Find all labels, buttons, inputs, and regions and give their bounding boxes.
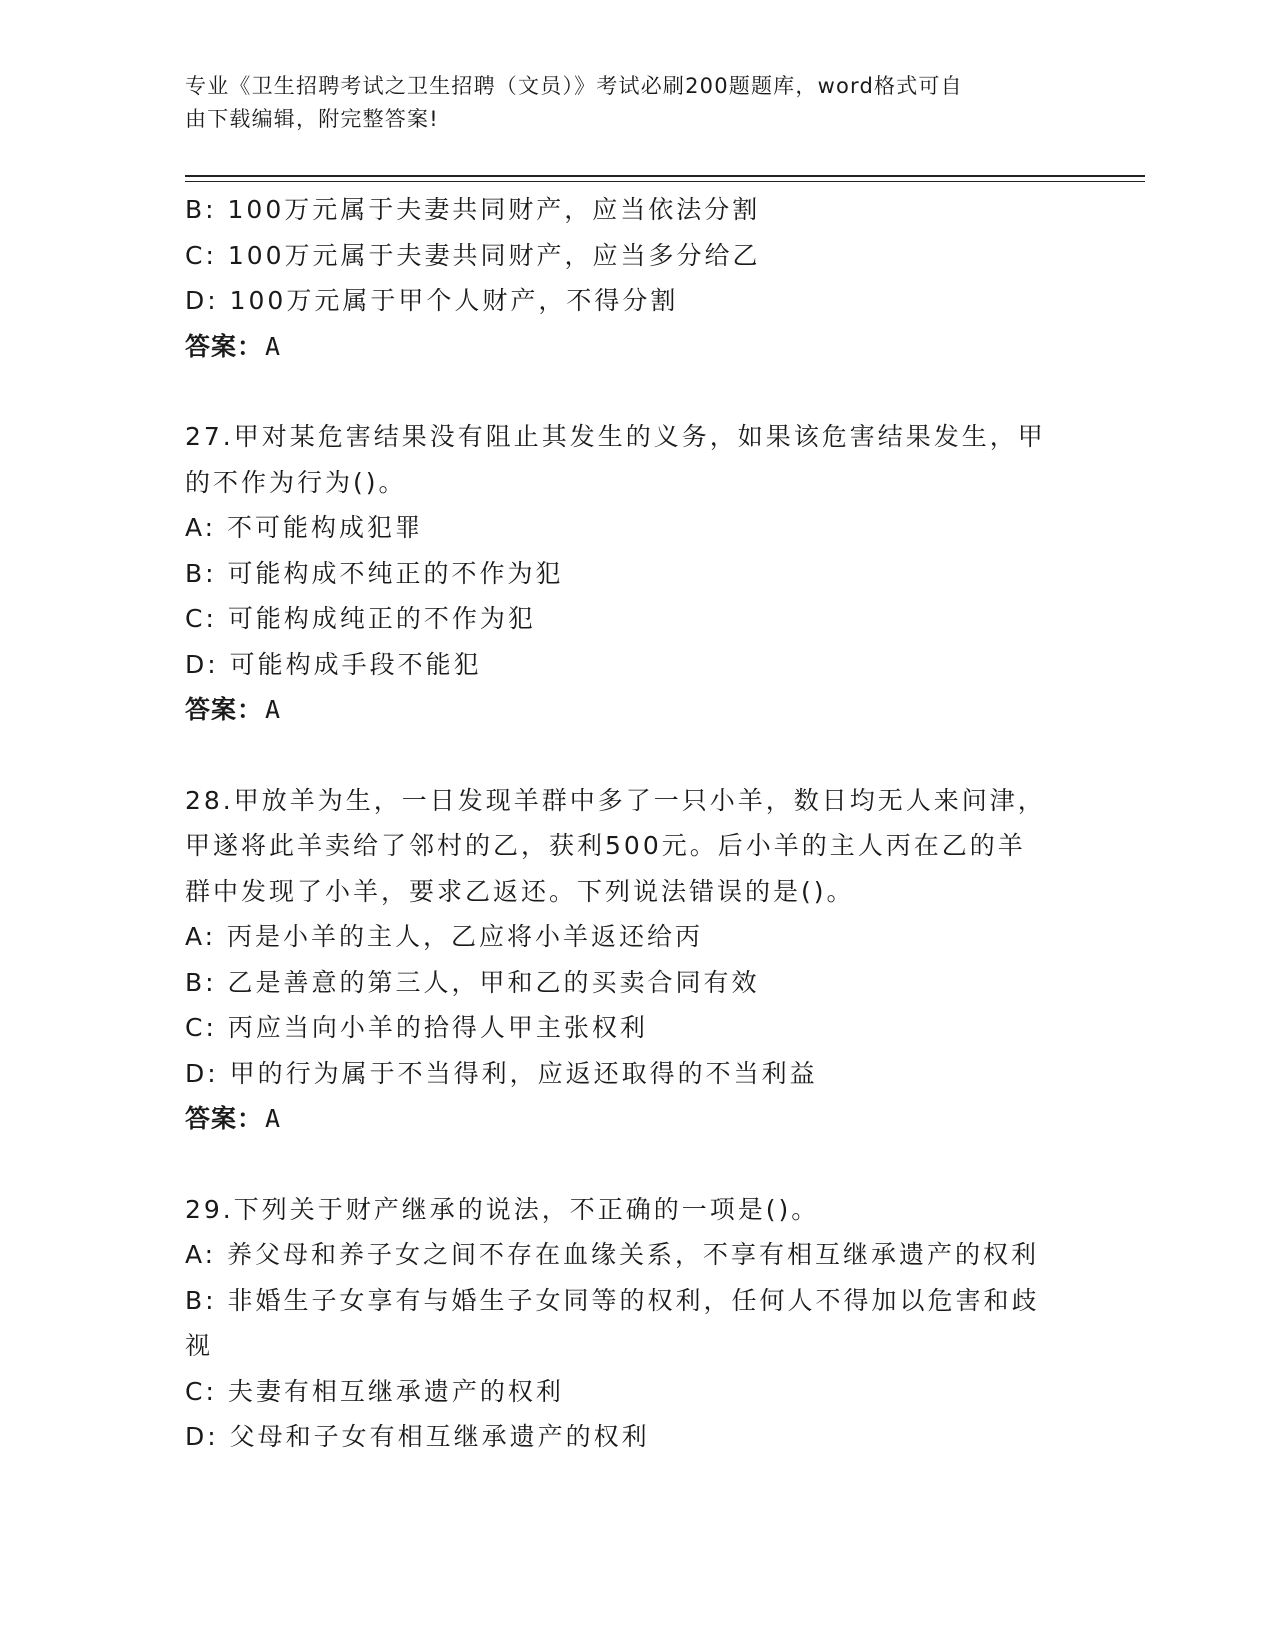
header-rule-thick xyxy=(185,175,1145,177)
document-header xyxy=(185,70,1065,136)
answer-value: A xyxy=(265,1104,282,1133)
question-list xyxy=(185,187,1085,1460)
header-rule-thin xyxy=(185,181,1145,182)
question-text-line: 群中发现了小羊，要求乙返还。下列说法错误的是()。 xyxy=(185,876,855,906)
question-block-26 xyxy=(185,187,1085,369)
option-a: A: 丙是小羊的主人，乙应将小羊返还给丙 xyxy=(185,922,704,951)
option-c: C: 夫妻有相互继承遗产的权利 xyxy=(185,1376,564,1406)
option-c: C: 丙应当向小羊的拾得人甲主张权利 xyxy=(185,1013,648,1042)
question-text-line: 甲遂将此羊卖给了邻村的乙，获利500元。后小羊的主人丙在乙的羊 xyxy=(185,831,1026,860)
header-title-line-1: 专业《卫生招聘考试之卫生招聘（文员）》考试必刷200题题库，word格式可自 xyxy=(185,74,963,98)
question-text-line: 28.甲放羊为生，一日发现羊群中多了一只小羊，数日均无人来问津， xyxy=(185,785,1046,815)
option-d: D: 甲的行为属于不当得利，应返还取得的不当利益 xyxy=(185,1058,818,1088)
answer-label: 答案： xyxy=(185,331,264,361)
answer-line xyxy=(185,1096,1085,1142)
answer-value: A xyxy=(265,695,282,724)
option-c: C: 100万元属于夫妻共同财产，应当多分给乙 xyxy=(185,240,761,270)
answer-line xyxy=(185,687,1085,733)
spacer xyxy=(185,733,1085,778)
question-block-29 xyxy=(185,1187,1085,1460)
question-text-line: 29.下列关于财产继承的说法，不正确的一项是()。 xyxy=(185,1194,820,1224)
question-text-line: 27.甲对某危害结果没有阻止其发生的义务，如果该危害结果发生，甲 xyxy=(185,422,1046,451)
question-text-line: 的不作为行为()。 xyxy=(185,467,407,497)
option-b: B: 非婚生子女享有与婚生子女同等的权利，任何人不得加以危害和歧 xyxy=(185,1285,1040,1315)
answer-line xyxy=(185,324,1085,370)
answer-label: 答案： xyxy=(185,695,264,724)
option-b: B: 乙是善意的第三人，甲和乙的买卖合同有效 xyxy=(185,967,760,997)
option-b-continued: 视 xyxy=(185,1331,214,1360)
option-c: C: 可能构成纯正的不作为犯 xyxy=(185,604,536,633)
question-block-27 xyxy=(185,414,1085,733)
answer-value: A xyxy=(265,331,282,361)
option-d: D: 可能构成手段不能犯 xyxy=(185,649,482,679)
spacer xyxy=(185,369,1085,414)
option-a: A: 不可能构成犯罪 xyxy=(185,513,424,542)
header-title-line-2: 由下载编辑，附完整答案! xyxy=(185,107,439,131)
question-block-28 xyxy=(185,778,1085,1142)
spacer xyxy=(185,1142,1085,1187)
answer-label: 答案： xyxy=(185,1104,264,1133)
option-a: A: 养父母和养子女之间不存在血缘关系，不享有相互继承遗产的权利 xyxy=(185,1240,1040,1269)
option-d: D: 100万元属于甲个人财产，不得分割 xyxy=(185,286,679,315)
option-b: B: 可能构成不纯正的不作为犯 xyxy=(185,558,564,588)
option-d: D: 父母和子女有相互继承遗产的权利 xyxy=(185,1422,650,1451)
option-b: B: 100万元属于夫妻共同财产，应当依法分割 xyxy=(185,195,761,224)
